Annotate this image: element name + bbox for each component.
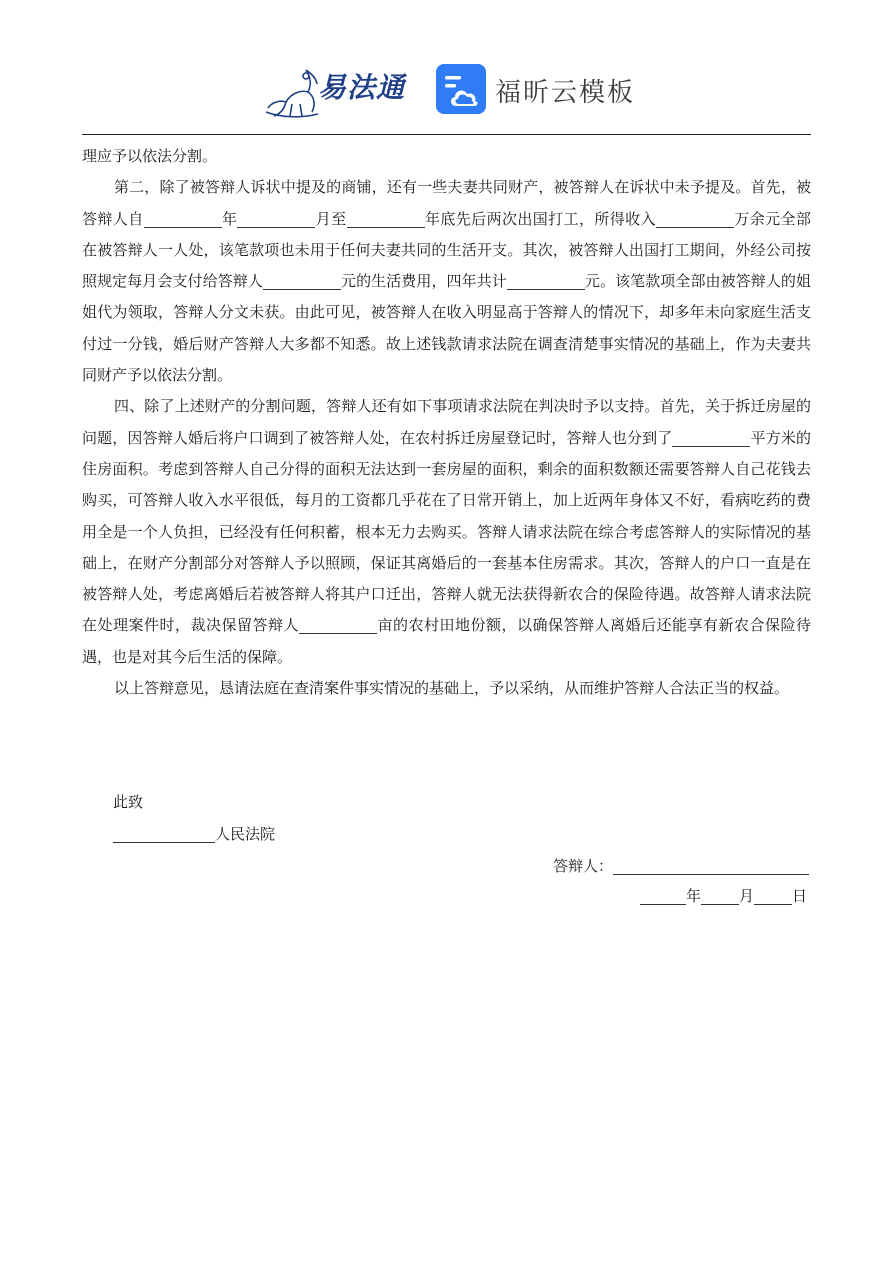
text-run: 四、除了上述财产的分割问题，答辩人还有如下事项请求法院在判决时予以支持。首先，关于拆迁房屋的问题，因答辩人婚后将户口调到了被答辩人处，在农村拆迁房屋登记时，答辩人也分到了 bbox=[82, 397, 811, 447]
fill-blank[interactable] bbox=[299, 615, 377, 634]
fill-blank[interactable] bbox=[144, 209, 222, 228]
fill-blank[interactable] bbox=[507, 271, 585, 290]
respondent-signature-blank[interactable] bbox=[613, 860, 809, 875]
paragraph-conclusion bbox=[82, 673, 811, 704]
paragraph-continuation bbox=[82, 141, 811, 172]
fill-blank[interactable] bbox=[237, 209, 315, 228]
salutation: 此致 bbox=[113, 793, 144, 811]
text-run: 万余元全部在被答辩人一人处，该笔款项也未用于任何夫妻共同的生活开支。其次，被答辩人出国打工期间，外经公司按照规定每月会支付给答辩人 bbox=[82, 209, 811, 291]
text-run: 亩的农村田地份额，以确保答辩人离婚后还能享有新农合保险待遇，也是对其今后生活的保障。 bbox=[82, 616, 811, 666]
fill-blank[interactable] bbox=[347, 209, 425, 228]
header-divider bbox=[82, 134, 811, 135]
day-blank[interactable] bbox=[754, 890, 792, 905]
court-label: 人民法院 bbox=[215, 825, 276, 843]
text-run: 理应予以依法分割。 bbox=[82, 147, 218, 165]
month-blank[interactable] bbox=[701, 890, 739, 905]
fill-blank[interactable] bbox=[672, 428, 750, 447]
text-run: 元的生活费用，四年共计 bbox=[340, 272, 507, 291]
text-run: 第二，除了被答辩人诉状中提及的商铺，还有一些夫妻共同财产，被答辩人在诉状中未予提及。首先，被答辩人自 bbox=[82, 178, 811, 228]
year-label: 年 bbox=[686, 887, 702, 905]
text-run: 平方米的住房面积。考虑到答辩人自己分得的面积无法达到一套房屋的面积，剩余的面积数额还需要答辩人自己花钱去购买，可答辩人收入水平很低，每月的工资都几乎花在了日常开销上，加上近两年身体又不好，看病吃药的费用全是一个人负担，已经没有任何积蓄，根本无力去购买。答辩人请求法院在综合考虑答辩人的实际情况的基础上，在财产分割部分对答辩人予以照顾，保证其离婚后的一套基本住房需求。其次，答辩人的户口一直是在被答辩人处，考虑离婚后若被答辩人将其户口迁出，答辩人就无法获得新农合的保险待遇。故答辩人请求法院在处理案件时，裁决保留答辩人 bbox=[82, 428, 811, 635]
text-run: 年 bbox=[221, 209, 238, 228]
respondent-label: 答辩人： bbox=[553, 857, 614, 875]
foxit-cloud-logo-icon bbox=[436, 64, 486, 114]
text-run: 年底先后两次出国打工，所得收入 bbox=[424, 209, 656, 228]
page-header bbox=[0, 58, 893, 128]
day-label: 日 bbox=[792, 887, 808, 905]
court-name-blank[interactable] bbox=[113, 828, 215, 843]
text-run: 以上答辩意见，恳请法庭在查清案件事实情况的基础上，予以采纳，从而维护答辩人合法正当的权益。 bbox=[114, 679, 790, 698]
foxit-template-logo-text: 福昕云模板 bbox=[495, 78, 636, 108]
respondent-signature-line bbox=[553, 856, 809, 876]
paragraph-second-point bbox=[82, 172, 811, 391]
paragraph-fourth-point bbox=[82, 391, 811, 673]
yifatong-logo-text: 易法通 bbox=[318, 71, 406, 104]
date-line bbox=[640, 886, 807, 906]
fill-blank[interactable] bbox=[263, 271, 341, 290]
text-run: 元。该笔款项全部由被答辩人的姐姐代为领取，答辩人分文未获。由此可见，被答辩人在收入明显高于答辩人的情况下，却多年未向家庭生活支付过一分钱，婚后财产答辩人大多都不知悉。故上述钱款请求法院在调查清楚事实情况的基础上，作为夫妻共同财产予以依法分割。 bbox=[82, 272, 811, 385]
year-blank[interactable] bbox=[640, 890, 686, 905]
court-line bbox=[113, 824, 275, 844]
month-label: 月 bbox=[739, 887, 755, 905]
fill-blank[interactable] bbox=[656, 209, 734, 228]
document-body bbox=[82, 141, 811, 704]
text-run: 月至 bbox=[315, 209, 347, 228]
